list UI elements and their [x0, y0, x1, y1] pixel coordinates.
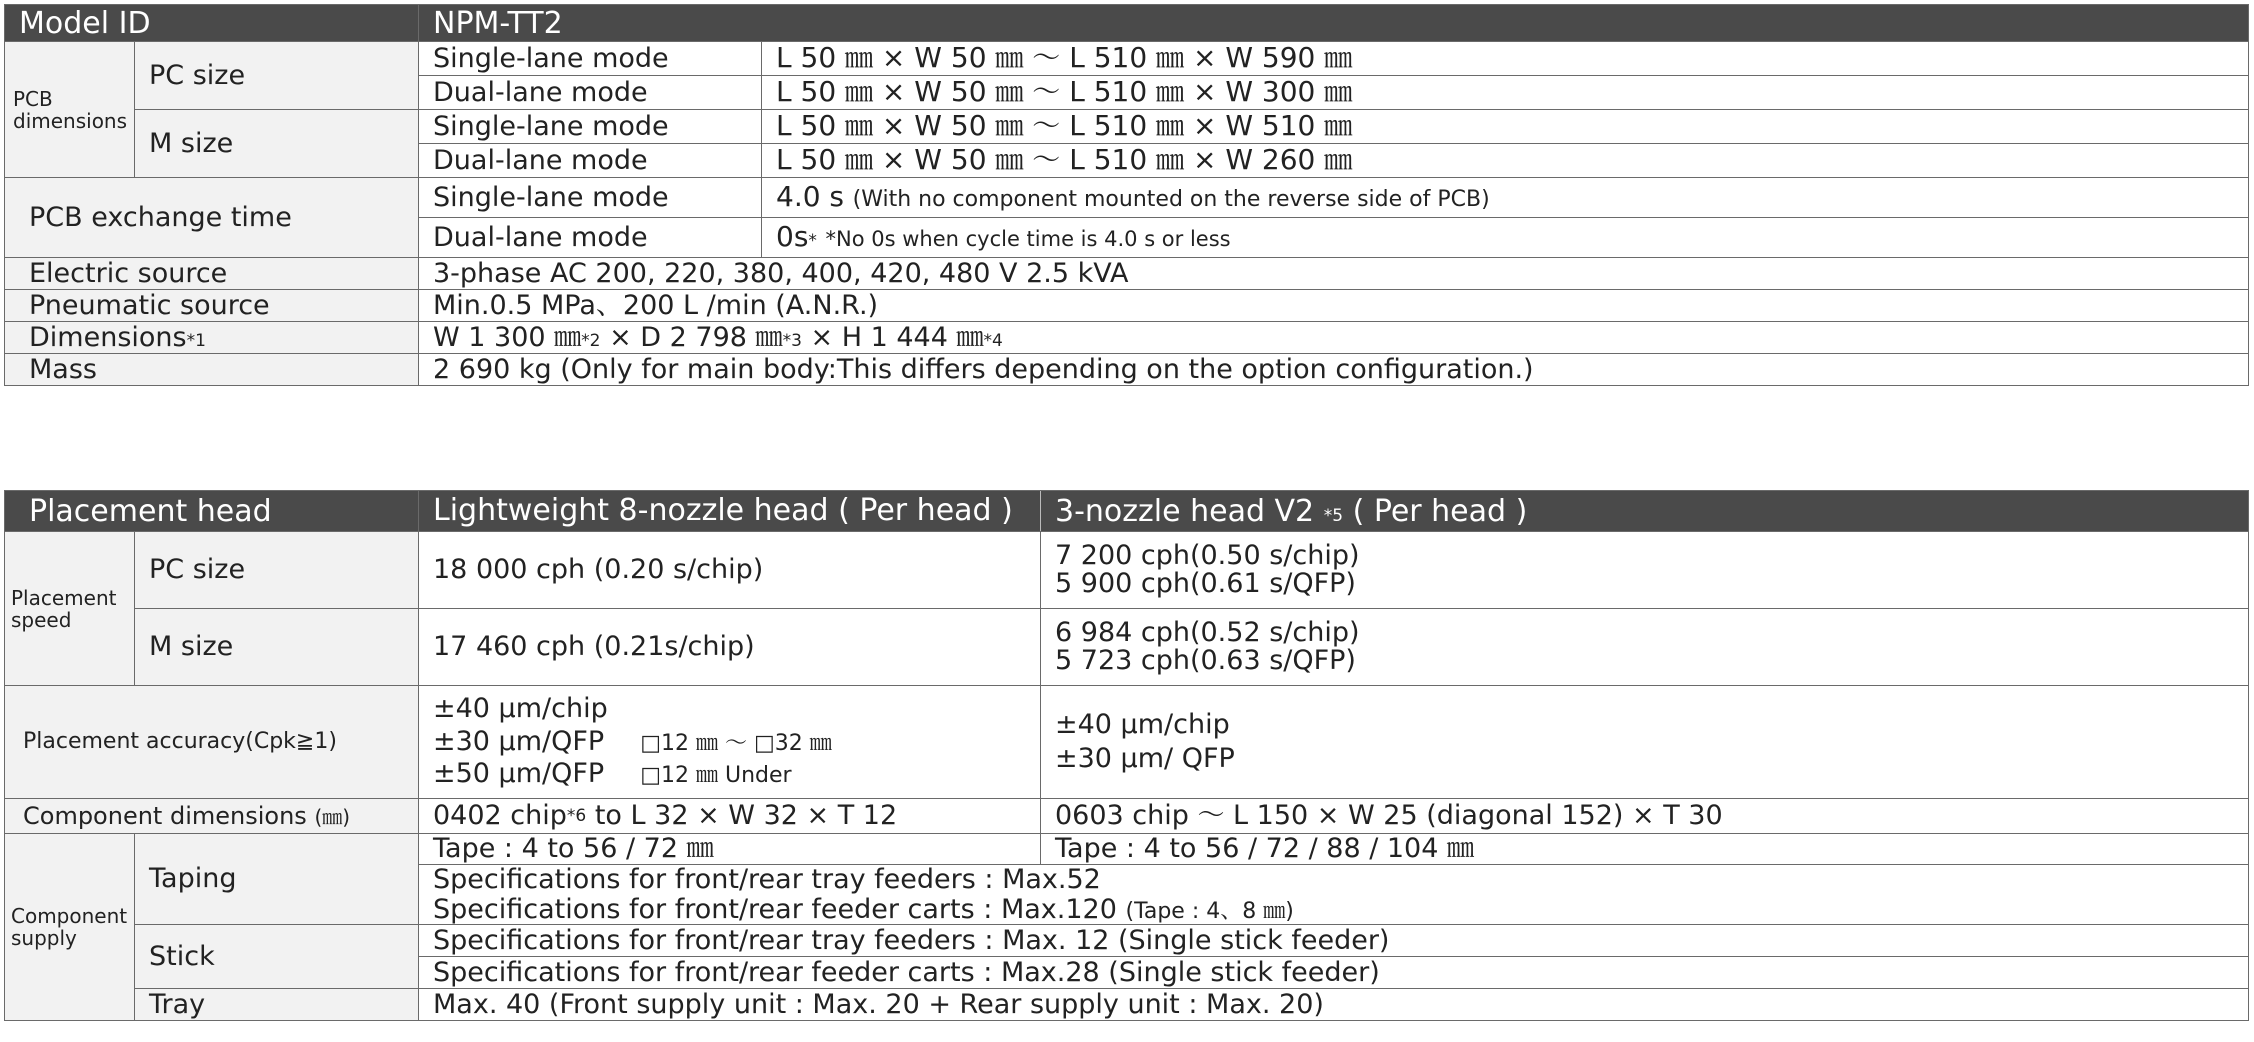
mass-label: Mass — [5, 354, 419, 386]
table-row — [5, 609, 2249, 686]
m-size-label: M size — [135, 609, 419, 686]
placement-head-label: Placement head — [5, 491, 419, 532]
accuracy-3-qfp: ±30 μm/ QFP — [1055, 743, 1235, 774]
exchange-single-value: 4.0 s — [776, 180, 845, 214]
accuracy-8-qfp: ±30 μm/QFP — [433, 725, 605, 757]
m-dual-lane-value: L 50 ㎜ × W 50 ㎜ ～ L 510 ㎜ × W 260 ㎜ — [762, 144, 2249, 178]
dimension-d-mark: *3 — [782, 330, 802, 351]
head-3-nozzle-mark: *5 — [1323, 505, 1344, 526]
head-columns-header — [419, 491, 2249, 532]
pneumatic-source-value: Min.0.5 MPa、200 L /min (A.N.R.) — [419, 290, 2249, 322]
taping-label: Taping — [135, 834, 419, 925]
m-speed-3-chip: 6 984 cph(0.52 s/chip) — [1055, 616, 1360, 648]
electric-source-label: Electric source — [5, 258, 419, 290]
pc-speed-3-qfp: 5 900 cph(0.61 s/QFP) — [1055, 568, 1356, 599]
pc-dual-lane-value: L 50 ㎜ × W 50 ㎜ ～ L 510 ㎜ × W 300 ㎜ — [762, 76, 2249, 110]
dual-lane-label: Dual-lane mode — [419, 218, 762, 258]
dimensions-label: Dimensions — [29, 321, 187, 353]
mass-value: 2 690 kg (Only for main body:This differs depending on the option configuration.) — [419, 354, 2249, 386]
single-lane-label: Single-lane mode — [419, 110, 762, 144]
pcb-dimensions-label — [5, 42, 135, 178]
stick-label: Stick — [135, 925, 419, 989]
pcb-exchange-time-label: PCB exchange time — [5, 178, 419, 258]
dimensions-value-cell — [419, 322, 2249, 354]
model-id-value: NPM-TT2 — [419, 5, 2249, 42]
component-dim-3-nozzle: 0603 chip ～ L 150 × W 25 (diagonal 152) × T 30 — [1055, 800, 1723, 832]
dimensions-mark: *1 — [186, 330, 206, 351]
taping-feeder-carts — [419, 895, 2249, 925]
placement-head-table — [4, 490, 2249, 1021]
dual-lane-label: Dual-lane mode — [419, 144, 762, 178]
pcb-dimensions-line2: dimensions — [13, 108, 128, 133]
component-dim-8-mark: *6 — [566, 805, 587, 826]
taping-feeder-carts-note: (Tape : 4、8 ㎜) — [1125, 898, 1294, 924]
accuracy-3-chip: ±40 μm/chip — [1055, 709, 1230, 741]
m-speed-3-nozzle — [1041, 609, 1360, 685]
single-lane-label: Single-lane mode — [419, 178, 762, 218]
pcb-dimensions-line1: PCB — [13, 86, 53, 111]
tray-label: Tray — [135, 989, 419, 1021]
component-dim-8-nozzle — [419, 799, 1041, 833]
tape-cells — [419, 834, 2249, 865]
accuracy-8-qfp-50: ±50 μm/QFP — [433, 758, 605, 790]
accuracy-8-qfp-under: □12 ㎜ Under — [640, 763, 792, 789]
electric-source-value: 3-phase AC 200, 220, 380, 400, 420, 480 V 2.5 kVA — [419, 258, 2249, 290]
placement-speed-line1: Placement — [11, 585, 117, 610]
accuracy-8-chip: ±40 μm/chip — [433, 693, 608, 725]
table-row — [5, 354, 2249, 386]
m-single-lane-value: L 50 ㎜ × W 50 ㎜ ～ L 510 ㎜ × W 510 ㎜ — [762, 110, 2249, 144]
exchange-single-note: (With no component mounted on the reverse side of PCB) — [852, 187, 1490, 213]
component-supply-label — [5, 834, 135, 1021]
model-id-label: Model ID — [5, 5, 419, 42]
accuracy-3-nozzle — [1041, 686, 1235, 798]
tape-3-nozzle: Tape : 4 to 56 / 72 / 88 / 104 ㎜ — [1055, 833, 1475, 865]
pc-speed-cells — [419, 532, 2249, 609]
accuracy-8-qfp-line — [433, 726, 1040, 758]
table-row — [5, 42, 2249, 76]
component-supply-line2: supply — [11, 926, 77, 951]
table-row — [5, 532, 2249, 609]
taping-tray-feeders: Specifications for front/rear tray feeders : Max.52 — [419, 865, 2249, 895]
placement-head-header-row — [5, 491, 2249, 532]
single-lane-label: Single-lane mode — [419, 42, 762, 76]
m-size-label: M size — [135, 110, 419, 178]
component-dimensions-label: Component dimensions — [23, 801, 307, 830]
pc-single-lane-value: L 50 ㎜ × W 50 ㎜ ～ L 510 ㎜ × W 590 ㎜ — [762, 42, 2249, 76]
accuracy-8-nozzle — [419, 686, 1041, 798]
pc-size-label: PC size — [135, 532, 419, 609]
head-3-nozzle-header — [1041, 495, 1527, 528]
exchange-dual-mark: * — [808, 231, 817, 252]
component-dimensions-cells — [419, 799, 2249, 834]
pneumatic-source-label: Pneumatic source — [5, 290, 419, 322]
dimension-w: W 1 300 ㎜ — [433, 321, 582, 353]
table-row — [5, 258, 2249, 290]
accuracy-cells — [419, 686, 2249, 799]
component-supply-line1: Component — [11, 904, 128, 929]
stick-feeder-carts: Specifications for front/rear feeder carts : Max.28 (Single stick feeder) — [419, 957, 2249, 989]
pc-speed-3-nozzle — [1041, 532, 1360, 608]
table-row — [5, 178, 2249, 218]
m-speed-3-qfp: 5 723 cph(0.63 s/QFP) — [1055, 645, 1356, 676]
dimension-h: × H 1 444 ㎜ — [810, 321, 984, 353]
dimension-h-mark: *4 — [983, 330, 1003, 351]
head-3-nozzle-title: 3-nozzle head V2 — [1055, 493, 1315, 529]
pc-speed-3-chip: 7 200 cph(0.50 s/chip) — [1055, 539, 1360, 571]
machine-spec-table — [4, 4, 2249, 386]
stick-tray-feeders: Specifications for front/rear tray feeders : Max. 12 (Single stick feeder) — [419, 925, 2249, 957]
tape-8-nozzle: Tape : 4 to 56 / 72 ㎜ — [419, 834, 1041, 864]
placement-accuracy-label: Placement accuracy(Cpk≧1) — [5, 686, 419, 799]
pc-speed-8-nozzle: 18 000 cph (0.20 s/chip) — [419, 532, 1041, 608]
dual-lane-label: Dual-lane mode — [419, 76, 762, 110]
table-row — [5, 989, 2249, 1021]
table-row — [5, 925, 2249, 957]
component-dimensions-label-cell — [5, 799, 419, 834]
placement-speed-label — [5, 532, 135, 686]
tray-value: Max. 40 (Front supply unit : Max. 20 + Rear supply unit : Max. 20) — [419, 989, 2249, 1021]
component-dim-8-chip: 0402 chip — [433, 800, 567, 832]
table-row — [5, 834, 2249, 865]
dimension-w-mark: *2 — [581, 330, 601, 351]
component-dim-8-range: to L 32 × W 32 × T 12 — [594, 800, 898, 832]
head-3-nozzle-suffix: ( Per head ) — [1352, 493, 1528, 529]
table-row — [5, 686, 2249, 799]
dimensions-label-cell — [5, 322, 419, 354]
exchange-dual-value: 0s — [776, 220, 809, 254]
accuracy-8-qfp-under-line — [433, 758, 1040, 790]
model-id-header-row — [5, 5, 2249, 42]
dimension-d: × D 2 798 ㎜ — [609, 321, 783, 353]
exchange-dual-cell — [762, 218, 2249, 258]
table-row — [5, 799, 2249, 834]
table-row — [5, 110, 2249, 144]
placement-speed-line2: speed — [11, 607, 72, 632]
table-row — [5, 322, 2249, 354]
component-dimensions-unit: (㎜) — [314, 804, 351, 829]
head-8-nozzle-header: Lightweight 8-nozzle head ( Per head ) — [419, 491, 1041, 531]
m-speed-8-nozzle: 17 460 cph (0.21s/chip) — [419, 609, 1041, 685]
exchange-dual-note: *No 0s when cycle time is 4.0 s or less — [825, 227, 1231, 252]
accuracy-8-qfp-range: □12 ㎜ ～ □32 ㎜ — [640, 730, 832, 756]
pc-size-label: PC size — [135, 42, 419, 110]
exchange-single-cell — [762, 178, 2249, 218]
table-row — [5, 290, 2249, 322]
m-speed-cells — [419, 609, 2249, 686]
taping-feeder-carts-main: Specifications for front/rear feeder carts : Max.120 — [433, 894, 1117, 925]
